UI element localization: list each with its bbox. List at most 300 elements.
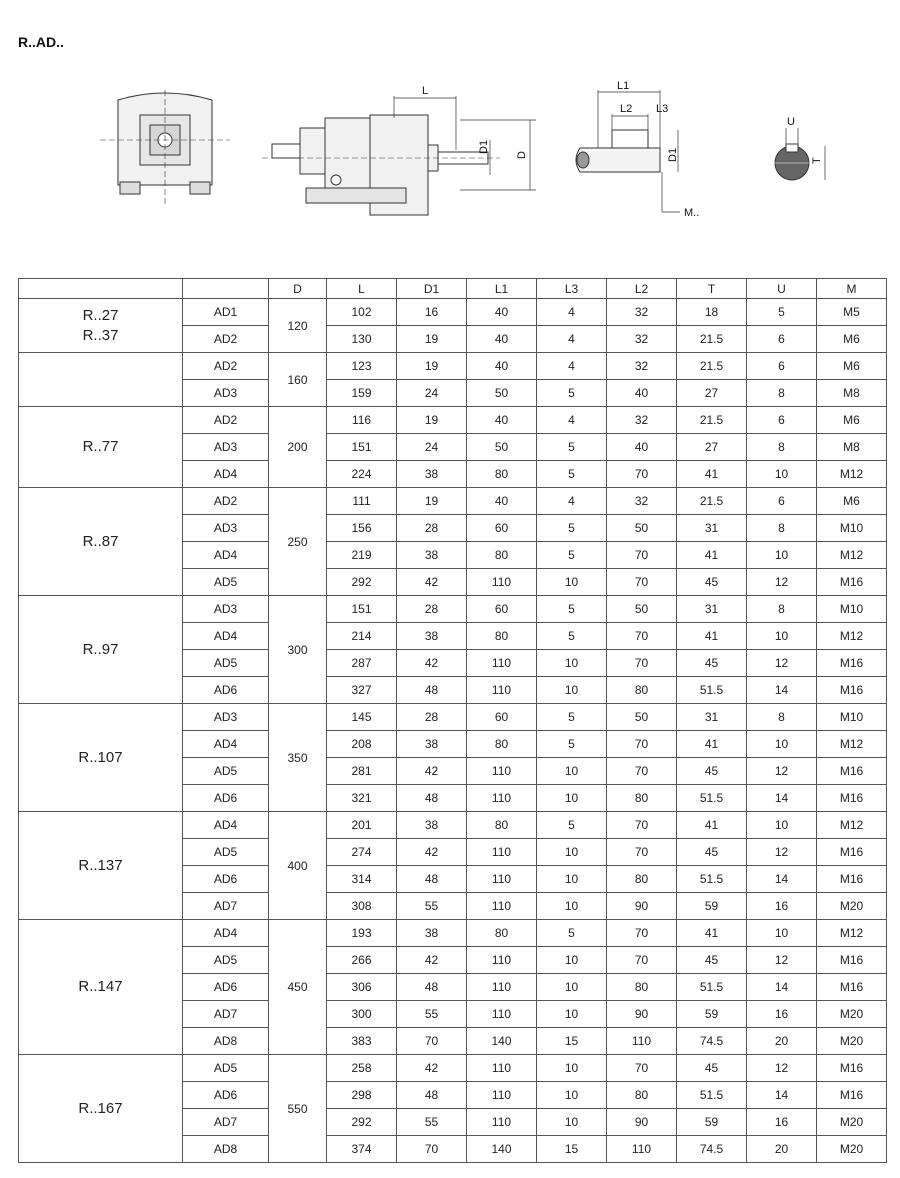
- dim-label-L2: L2: [620, 103, 633, 115]
- page-title: R..AD..: [18, 34, 64, 50]
- value-cell: 321: [327, 785, 397, 812]
- value-cell: 14: [747, 677, 817, 704]
- value-cell: 28: [397, 704, 467, 731]
- value-cell: M12: [817, 461, 887, 488]
- column-header: L: [327, 279, 397, 299]
- adapter-cell: AD3: [183, 380, 269, 407]
- value-cell: 40: [467, 326, 537, 353]
- table-row: [19, 596, 887, 623]
- model-cell: [19, 353, 183, 407]
- table-row: [19, 299, 887, 326]
- model-cell: [19, 920, 183, 1055]
- d-value-cell: 400: [269, 812, 327, 920]
- value-cell: 10: [537, 839, 607, 866]
- value-cell: 374: [327, 1136, 397, 1163]
- value-cell: 38: [397, 731, 467, 758]
- value-cell: 10: [747, 920, 817, 947]
- value-cell: 27: [677, 380, 747, 407]
- value-cell: M20: [817, 1028, 887, 1055]
- value-cell: 193: [327, 920, 397, 947]
- value-cell: 10: [747, 542, 817, 569]
- value-cell: 281: [327, 758, 397, 785]
- value-cell: 70: [607, 947, 677, 974]
- value-cell: 21.5: [677, 326, 747, 353]
- value-cell: M6: [817, 488, 887, 515]
- value-cell: 8: [747, 380, 817, 407]
- value-cell: 110: [467, 1109, 537, 1136]
- value-cell: 45: [677, 839, 747, 866]
- value-cell: 110: [467, 893, 537, 920]
- value-cell: 224: [327, 461, 397, 488]
- value-cell: 80: [467, 542, 537, 569]
- value-cell: 31: [677, 515, 747, 542]
- adapter-cell: AD2: [183, 407, 269, 434]
- table-row: [19, 353, 887, 380]
- adapter-cell: AD2: [183, 353, 269, 380]
- value-cell: 4: [537, 488, 607, 515]
- model-cell: [19, 1055, 183, 1163]
- table-row: [19, 812, 887, 839]
- value-cell: 51.5: [677, 974, 747, 1001]
- value-cell: 214: [327, 623, 397, 650]
- adapter-cell: AD3: [183, 596, 269, 623]
- d-value-cell: 350: [269, 704, 327, 812]
- adapter-cell: AD4: [183, 542, 269, 569]
- adapter-cell: AD4: [183, 812, 269, 839]
- value-cell: 14: [747, 785, 817, 812]
- value-cell: 12: [747, 758, 817, 785]
- model-name: R..87: [82, 532, 119, 550]
- value-cell: 151: [327, 434, 397, 461]
- value-cell: 314: [327, 866, 397, 893]
- value-cell: 40: [467, 488, 537, 515]
- value-cell: 80: [467, 623, 537, 650]
- value-cell: M6: [817, 326, 887, 353]
- value-cell: 70: [607, 920, 677, 947]
- value-cell: 50: [467, 380, 537, 407]
- value-cell: 55: [397, 1109, 467, 1136]
- column-header: U: [747, 279, 817, 299]
- value-cell: 51.5: [677, 677, 747, 704]
- value-cell: 50: [467, 434, 537, 461]
- value-cell: 10: [537, 569, 607, 596]
- value-cell: 40: [607, 434, 677, 461]
- value-cell: 110: [467, 1082, 537, 1109]
- value-cell: 45: [677, 758, 747, 785]
- value-cell: 10: [537, 1001, 607, 1028]
- value-cell: 306: [327, 974, 397, 1001]
- value-cell: 90: [607, 1109, 677, 1136]
- value-cell: 10: [537, 650, 607, 677]
- value-cell: 42: [397, 1055, 467, 1082]
- value-cell: 41: [677, 812, 747, 839]
- value-cell: 90: [607, 1001, 677, 1028]
- adapter-cell: AD5: [183, 1055, 269, 1082]
- value-cell: 140: [467, 1136, 537, 1163]
- value-cell: 12: [747, 650, 817, 677]
- value-cell: 10: [537, 947, 607, 974]
- table-row: [19, 920, 887, 947]
- value-cell: 42: [397, 947, 467, 974]
- value-cell: 45: [677, 650, 747, 677]
- value-cell: M16: [817, 1055, 887, 1082]
- value-cell: 10: [537, 866, 607, 893]
- column-header: T: [677, 279, 747, 299]
- value-cell: 41: [677, 461, 747, 488]
- value-cell: 45: [677, 569, 747, 596]
- value-cell: 74.5: [677, 1028, 747, 1055]
- column-header: D1: [397, 279, 467, 299]
- value-cell: 19: [397, 488, 467, 515]
- value-cell: M20: [817, 1136, 887, 1163]
- value-cell: 156: [327, 515, 397, 542]
- value-cell: 10: [537, 974, 607, 1001]
- column-header: [19, 279, 183, 299]
- column-header: M: [817, 279, 887, 299]
- value-cell: 55: [397, 1001, 467, 1028]
- model-name: R..167: [78, 1099, 123, 1117]
- value-cell: M10: [817, 596, 887, 623]
- model-name: R..37: [82, 326, 119, 344]
- value-cell: M12: [817, 920, 887, 947]
- d-value-cell: 200: [269, 407, 327, 488]
- value-cell: 51.5: [677, 785, 747, 812]
- value-cell: 16: [747, 893, 817, 920]
- dim-label-L: L: [422, 85, 429, 97]
- value-cell: 110: [467, 650, 537, 677]
- value-cell: 102: [327, 299, 397, 326]
- value-cell: 38: [397, 623, 467, 650]
- value-cell: 24: [397, 434, 467, 461]
- model-cell: [19, 407, 183, 488]
- value-cell: 10: [747, 812, 817, 839]
- value-cell: 10: [537, 1109, 607, 1136]
- value-cell: 60: [467, 515, 537, 542]
- value-cell: 20: [747, 1136, 817, 1163]
- adapter-cell: AD2: [183, 488, 269, 515]
- value-cell: 10: [537, 1082, 607, 1109]
- model-name: R..137: [78, 856, 123, 874]
- value-cell: 116: [327, 407, 397, 434]
- value-cell: 140: [467, 1028, 537, 1055]
- value-cell: 14: [747, 1082, 817, 1109]
- adapter-cell: AD5: [183, 569, 269, 596]
- value-cell: 5: [537, 434, 607, 461]
- column-header: L1: [467, 279, 537, 299]
- value-cell: 70: [607, 731, 677, 758]
- value-cell: 14: [747, 866, 817, 893]
- value-cell: 110: [467, 839, 537, 866]
- value-cell: 258: [327, 1055, 397, 1082]
- adapter-cell: AD2: [183, 326, 269, 353]
- value-cell: 21.5: [677, 407, 747, 434]
- adapter-cell: AD8: [183, 1028, 269, 1055]
- value-cell: 80: [467, 461, 537, 488]
- adapter-cell: AD3: [183, 434, 269, 461]
- value-cell: 159: [327, 380, 397, 407]
- value-cell: 110: [467, 974, 537, 1001]
- model-cell: [19, 596, 183, 704]
- value-cell: 8: [747, 704, 817, 731]
- table-row: [19, 1055, 887, 1082]
- dim-label-D: D: [516, 151, 528, 159]
- value-cell: 130: [327, 326, 397, 353]
- dimension-table: [18, 278, 887, 1163]
- value-cell: 41: [677, 542, 747, 569]
- d-value-cell: 250: [269, 488, 327, 596]
- dim-label-L3: L3: [656, 103, 669, 115]
- value-cell: M12: [817, 623, 887, 650]
- value-cell: 274: [327, 839, 397, 866]
- value-cell: 15: [537, 1028, 607, 1055]
- value-cell: 70: [607, 758, 677, 785]
- value-cell: 70: [607, 650, 677, 677]
- value-cell: 45: [677, 947, 747, 974]
- table-header-row: [19, 279, 887, 299]
- column-header: D: [269, 279, 327, 299]
- d-value-cell: 120: [269, 299, 327, 353]
- column-header: L3: [537, 279, 607, 299]
- value-cell: 4: [537, 299, 607, 326]
- value-cell: 60: [467, 596, 537, 623]
- dim-label-M: M..: [684, 207, 700, 219]
- value-cell: 308: [327, 893, 397, 920]
- adapter-cell: AD8: [183, 1136, 269, 1163]
- model-name: R..147: [78, 978, 123, 995]
- adapter-cell: AD4: [183, 623, 269, 650]
- value-cell: 10: [537, 677, 607, 704]
- value-cell: M6: [817, 353, 887, 380]
- value-cell: 5: [537, 704, 607, 731]
- value-cell: 10: [537, 1055, 607, 1082]
- adapter-cell: AD6: [183, 866, 269, 893]
- value-cell: 40: [467, 353, 537, 380]
- value-cell: 6: [747, 326, 817, 353]
- value-cell: M16: [817, 785, 887, 812]
- value-cell: 110: [467, 758, 537, 785]
- value-cell: 10: [747, 623, 817, 650]
- value-cell: 19: [397, 407, 467, 434]
- value-cell: 70: [607, 569, 677, 596]
- value-cell: 5: [537, 380, 607, 407]
- value-cell: 12: [747, 947, 817, 974]
- value-cell: M16: [817, 758, 887, 785]
- value-cell: 111: [327, 488, 397, 515]
- adapter-cell: AD6: [183, 974, 269, 1001]
- value-cell: 70: [397, 1136, 467, 1163]
- d-value-cell: 550: [269, 1055, 327, 1163]
- value-cell: 28: [397, 515, 467, 542]
- value-cell: 16: [747, 1001, 817, 1028]
- value-cell: 16: [747, 1109, 817, 1136]
- value-cell: 300: [327, 1001, 397, 1028]
- value-cell: 70: [607, 623, 677, 650]
- value-cell: 5: [537, 596, 607, 623]
- value-cell: M12: [817, 731, 887, 758]
- value-cell: 24: [397, 380, 467, 407]
- value-cell: 123: [327, 353, 397, 380]
- dim-label-D1-detail: D1: [667, 147, 679, 162]
- value-cell: 45: [677, 1055, 747, 1082]
- value-cell: 41: [677, 920, 747, 947]
- value-cell: M16: [817, 650, 887, 677]
- value-cell: 60: [467, 704, 537, 731]
- value-cell: 51.5: [677, 866, 747, 893]
- value-cell: 38: [397, 920, 467, 947]
- value-cell: 59: [677, 1001, 747, 1028]
- value-cell: 80: [467, 920, 537, 947]
- value-cell: 8: [747, 434, 817, 461]
- value-cell: M16: [817, 866, 887, 893]
- adapter-cell: AD3: [183, 704, 269, 731]
- value-cell: 42: [397, 839, 467, 866]
- value-cell: 48: [397, 677, 467, 704]
- adapter-cell: AD5: [183, 839, 269, 866]
- value-cell: 5: [537, 542, 607, 569]
- value-cell: 110: [467, 1055, 537, 1082]
- table-row: [19, 488, 887, 515]
- value-cell: 70: [607, 542, 677, 569]
- value-cell: 383: [327, 1028, 397, 1055]
- adapter-cell: AD6: [183, 677, 269, 704]
- adapter-cell: AD4: [183, 920, 269, 947]
- column-header: L2: [607, 279, 677, 299]
- value-cell: 6: [747, 353, 817, 380]
- value-cell: 70: [607, 461, 677, 488]
- value-cell: 74.5: [677, 1136, 747, 1163]
- value-cell: 48: [397, 785, 467, 812]
- adapter-cell: AD7: [183, 1109, 269, 1136]
- value-cell: 48: [397, 974, 467, 1001]
- value-cell: 110: [467, 1001, 537, 1028]
- value-cell: 5: [537, 461, 607, 488]
- value-cell: M6: [817, 407, 887, 434]
- value-cell: 51.5: [677, 1082, 747, 1109]
- value-cell: 12: [747, 1055, 817, 1082]
- value-cell: 42: [397, 569, 467, 596]
- dim-label-L1: L1: [617, 80, 630, 92]
- value-cell: 32: [607, 488, 677, 515]
- value-cell: 110: [467, 677, 537, 704]
- adapter-cell: AD1: [183, 299, 269, 326]
- column-header: [183, 279, 269, 299]
- value-cell: 28: [397, 596, 467, 623]
- value-cell: 32: [607, 407, 677, 434]
- adapter-cell: AD3: [183, 515, 269, 542]
- value-cell: 4: [537, 326, 607, 353]
- value-cell: 219: [327, 542, 397, 569]
- model-name: R..27: [82, 306, 119, 324]
- model-cell: [19, 812, 183, 920]
- value-cell: 50: [607, 704, 677, 731]
- value-cell: 70: [607, 812, 677, 839]
- value-cell: 5: [747, 299, 817, 326]
- front-view-drawing: [100, 90, 230, 205]
- adapter-cell: AD4: [183, 461, 269, 488]
- value-cell: 6: [747, 407, 817, 434]
- value-cell: 4: [537, 407, 607, 434]
- value-cell: 10: [537, 758, 607, 785]
- value-cell: M16: [817, 974, 887, 1001]
- value-cell: 327: [327, 677, 397, 704]
- adapter-cell: AD6: [183, 785, 269, 812]
- value-cell: 8: [747, 515, 817, 542]
- value-cell: M16: [817, 677, 887, 704]
- side-view-drawing: [262, 96, 536, 215]
- value-cell: M20: [817, 1001, 887, 1028]
- value-cell: 5: [537, 920, 607, 947]
- model-cell: [19, 299, 183, 353]
- value-cell: 31: [677, 596, 747, 623]
- value-cell: M12: [817, 542, 887, 569]
- value-cell: 40: [607, 380, 677, 407]
- value-cell: 16: [397, 299, 467, 326]
- value-cell: 48: [397, 1082, 467, 1109]
- value-cell: 50: [607, 596, 677, 623]
- value-cell: M16: [817, 1082, 887, 1109]
- value-cell: 201: [327, 812, 397, 839]
- value-cell: 19: [397, 326, 467, 353]
- d-value-cell: 160: [269, 353, 327, 407]
- table-row: [19, 704, 887, 731]
- value-cell: 8: [747, 596, 817, 623]
- dim-label-D1: D1: [478, 139, 490, 154]
- value-cell: 15: [537, 1136, 607, 1163]
- value-cell: 80: [607, 866, 677, 893]
- value-cell: M10: [817, 704, 887, 731]
- value-cell: 10: [747, 461, 817, 488]
- value-cell: 19: [397, 353, 467, 380]
- value-cell: 18: [677, 299, 747, 326]
- value-cell: 110: [467, 866, 537, 893]
- value-cell: 59: [677, 893, 747, 920]
- value-cell: 5: [537, 515, 607, 542]
- value-cell: 38: [397, 812, 467, 839]
- value-cell: 40: [467, 407, 537, 434]
- adapter-cell: AD6: [183, 1082, 269, 1109]
- value-cell: 298: [327, 1082, 397, 1109]
- value-cell: 80: [607, 677, 677, 704]
- value-cell: 70: [607, 839, 677, 866]
- value-cell: 80: [467, 731, 537, 758]
- model-name: R..97: [82, 640, 119, 658]
- value-cell: 4: [537, 353, 607, 380]
- value-cell: 80: [607, 785, 677, 812]
- dim-label-T: T: [811, 157, 823, 164]
- value-cell: M8: [817, 380, 887, 407]
- value-cell: 110: [607, 1028, 677, 1055]
- value-cell: 42: [397, 650, 467, 677]
- table-row: [19, 407, 887, 434]
- value-cell: 38: [397, 461, 467, 488]
- value-cell: 145: [327, 704, 397, 731]
- value-cell: M10: [817, 515, 887, 542]
- value-cell: 151: [327, 596, 397, 623]
- value-cell: 80: [607, 974, 677, 1001]
- value-cell: 287: [327, 650, 397, 677]
- value-cell: M16: [817, 569, 887, 596]
- value-cell: 38: [397, 542, 467, 569]
- d-value-cell: 300: [269, 596, 327, 704]
- technical-drawing: [0, 60, 900, 230]
- value-cell: 110: [467, 947, 537, 974]
- value-cell: 40: [467, 299, 537, 326]
- adapter-cell: AD7: [183, 893, 269, 920]
- value-cell: 12: [747, 569, 817, 596]
- value-cell: 21.5: [677, 353, 747, 380]
- adapter-cell: AD5: [183, 947, 269, 974]
- value-cell: 32: [607, 299, 677, 326]
